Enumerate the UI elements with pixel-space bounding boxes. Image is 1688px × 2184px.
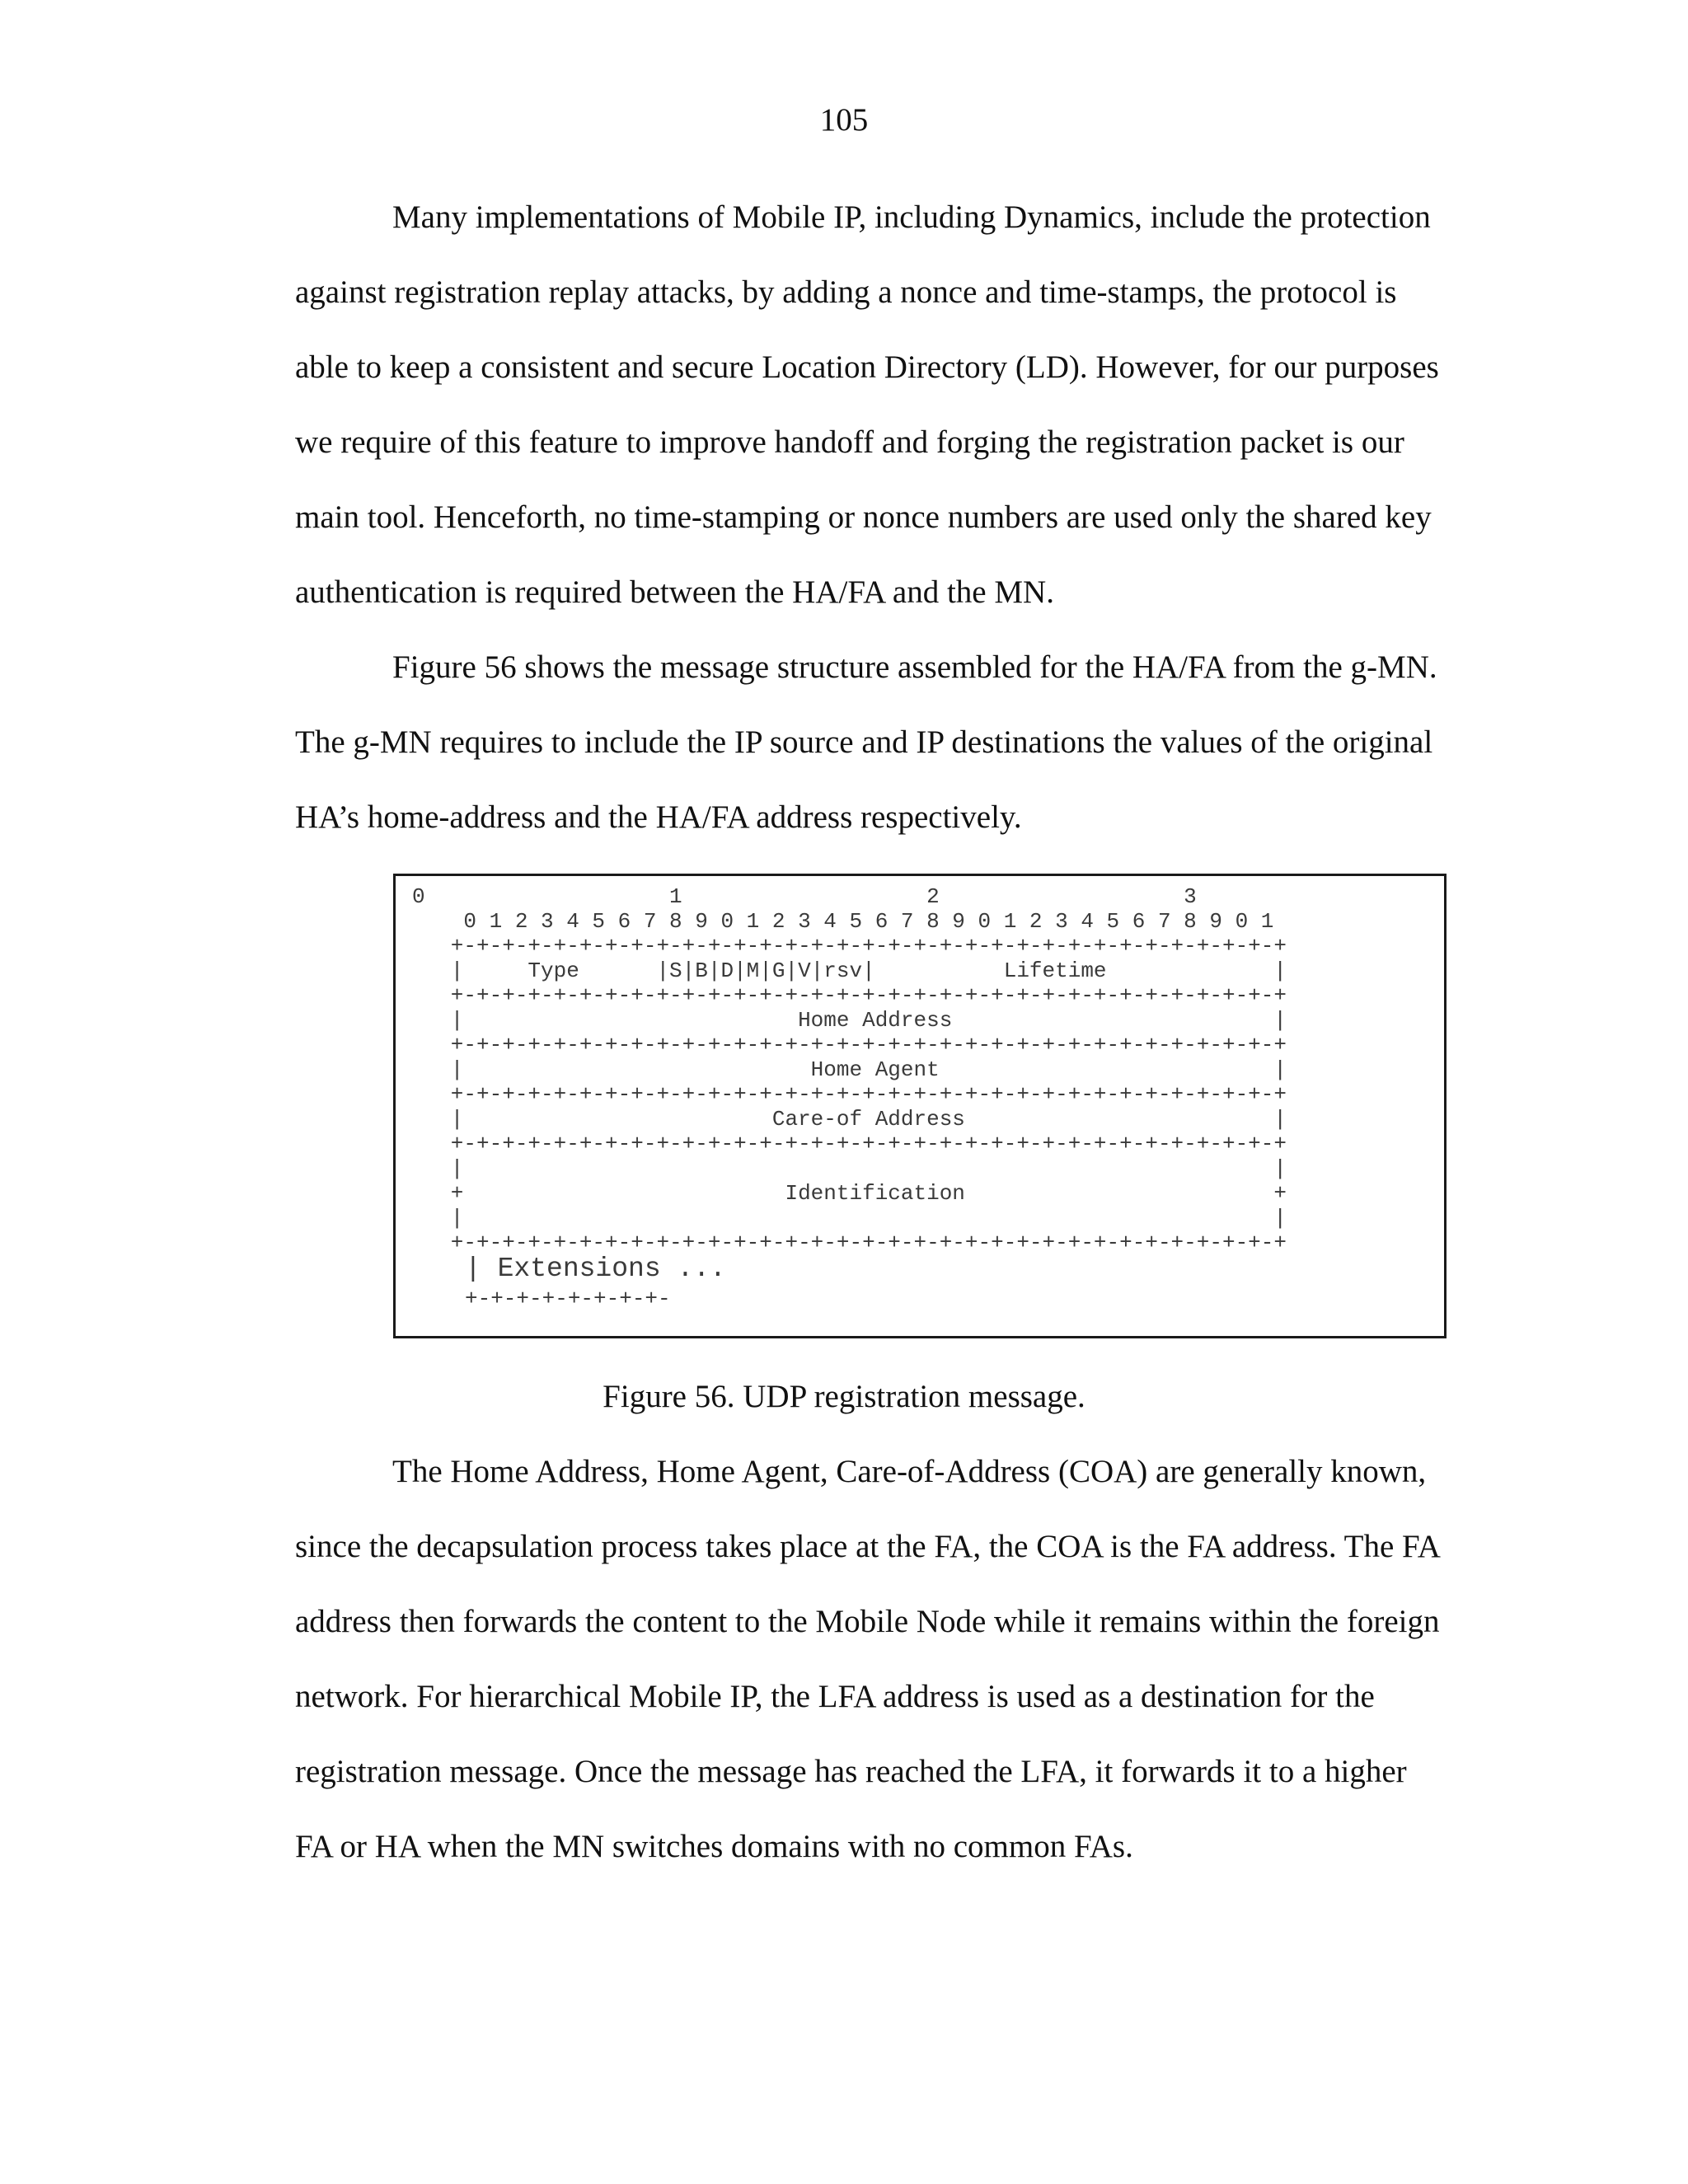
diagram-line: 0 1 2 3 (412, 884, 1197, 909)
diagram-line: | | (412, 1206, 1287, 1230)
diagram-line: | Care-of Address | (412, 1107, 1287, 1132)
diagram-line: | | (412, 1156, 1287, 1181)
paragraph-line: The g-MN requires to include the IP source and IP destinations the values of the original (295, 724, 1433, 760)
paragraph-line: FA or HA when the MN switches domains with no common FAs. (295, 1829, 1133, 1864)
diagram-line: +-+-+-+-+-+-+-+-+-+-+-+-+-+-+-+-+-+-+-+-+-+-+-+-+-+-+-+-+-+-+-+-+ (412, 1082, 1287, 1107)
page-number: 105 (819, 102, 869, 138)
paragraph-line: main tool. Henceforth, no time-stamping or nonce numbers are used only the shared key (295, 499, 1432, 535)
paragraph-line: registration message. Once the message has reached the LFA, it forwards it to a higher (295, 1754, 1407, 1789)
figure-56-packet-diagram (393, 874, 1447, 1338)
paragraph-line: Many implementations of Mobile IP, including Dynamics, include the protection (392, 199, 1431, 235)
paragraph-line: able to keep a consistent and secure Location Directory (LD). However, for our purposes (295, 349, 1439, 385)
diagram-line: +-+-+-+-+-+-+-+-+-+-+-+-+-+-+-+-+-+-+-+-+-+-+-+-+-+-+-+-+-+-+-+-+ (412, 934, 1287, 958)
diagram-extensions-line: +-+-+-+-+-+-+-+- (465, 1286, 671, 1311)
paragraph-line: we require of this feature to improve handoff and forging the registration packet is our (295, 424, 1404, 460)
diagram-line: +-+-+-+-+-+-+-+-+-+-+-+-+-+-+-+-+-+-+-+-+-+-+-+-+-+-+-+-+-+-+-+-+ (412, 1230, 1287, 1255)
paragraph-line: Figure 56 shows the message structure assembled for the HA/FA from the g-MN. (392, 649, 1437, 685)
figure-caption: Figure 56. UDP registration message. (603, 1379, 1085, 1414)
diagram-line: + Identification + (412, 1181, 1287, 1206)
paragraph-line: address then forwards the content to the Mobile Node while it remains within the foreign (295, 1604, 1440, 1639)
diagram-line: +-+-+-+-+-+-+-+-+-+-+-+-+-+-+-+-+-+-+-+-+-+-+-+-+-+-+-+-+-+-+-+-+ (412, 1033, 1287, 1057)
diagram-line: +-+-+-+-+-+-+-+-+-+-+-+-+-+-+-+-+-+-+-+-+-+-+-+-+-+-+-+-+-+-+-+-+ (412, 983, 1287, 1008)
diagram-line: | Type |S|B|D|M|G|V|rsv| Lifetime | (412, 958, 1287, 983)
paragraph-line: since the decapsulation process takes place at the FA, the COA is the FA address. The FA (295, 1529, 1441, 1564)
diagram-line: | Home Address | (412, 1008, 1287, 1033)
paragraph-line: HA’s home-address and the HA/FA address respectively. (295, 799, 1022, 835)
diagram-line: +-+-+-+-+-+-+-+-+-+-+-+-+-+-+-+-+-+-+-+-+-+-+-+-+-+-+-+-+-+-+-+-+ (412, 1132, 1287, 1156)
paragraph-line: against registration replay attacks, by adding a nonce and time-stamps, the protocol is (295, 274, 1397, 310)
paragraph-line: The Home Address, Home Agent, Care-of-Address (COA) are generally known, (392, 1454, 1427, 1489)
diagram-extensions-line: | Extensions ... (465, 1254, 726, 1284)
paragraph-line: authentication is required between the HA/FA and the MN. (295, 574, 1054, 610)
diagram-line: | Home Agent | (412, 1057, 1287, 1082)
paragraph-line: network. For hierarchical Mobile IP, the LFA address is used as a destination for the (295, 1679, 1375, 1714)
diagram-line: 0 1 2 3 4 5 6 7 8 9 0 1 2 3 4 5 6 7 8 9 0 1 2 3 4 5 6 7 8 9 0 1 (412, 909, 1274, 934)
